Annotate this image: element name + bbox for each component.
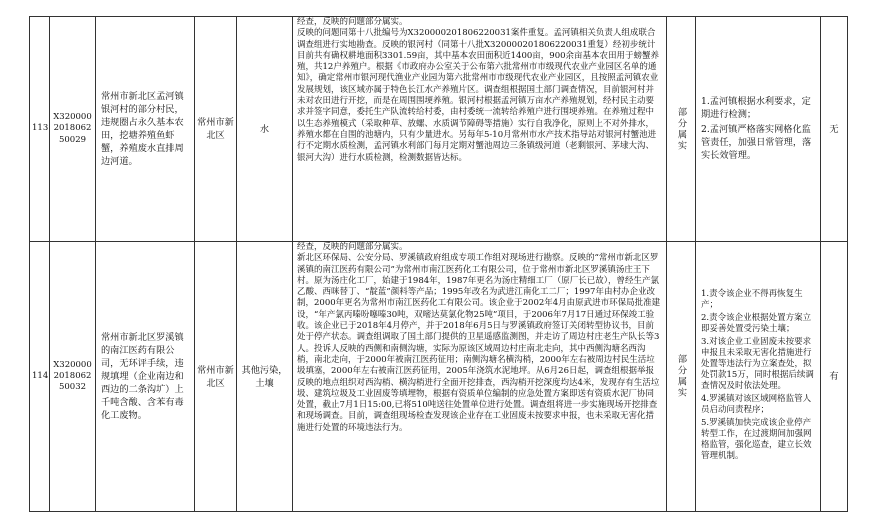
- findings-summary: 经查，反映的问题部分属实。: [297, 17, 408, 27]
- case-number: X320000 2018062 50029: [50, 17, 96, 242]
- measure-item: 5.罗溪镇加快完成该企业停产转型工作，在过渡期间加强网格监管，强化巡查，建立长效管理机制。: [701, 418, 812, 461]
- verdict: 部分属实: [667, 242, 696, 512]
- rectification-measures: [696, 17, 821, 242]
- findings-detail: 反映的问题同第十八批编号为X320000201806220031案件重复。孟河镇相关负责人组成联合调查组进行实地勘查。反映的银河村（同第十八批X320000201806220031重复）经初步统计目前共有确权耕地面积3301.59亩，其中基本农田面积近1400亩，900余亩基本农田用于螃蟹养殖，共12户养殖户。根据《市政府办公室关于公布第六批常州市市级现代农业产业园区名单的通知》，确定常州市银河现代渔业产业园为第六批常州市市级现代农业产业园区，且按照孟河镇农业发展规划，该区域亦属于特色长江水产养殖片区。调查组根据国土部门调查情况，目前银河村并未对农田进行开挖，而是在周围围埂养殖。银河村根据孟河镇万亩水产养殖规划，经村民主动要求并签字同意，委托生产队流转给村委，由村委统一流转给养殖户进行围埂养殖。在养殖过程中以生态养殖模式（采取种草、放螺、水质调节障碍等措施）实行自我净化，原则上不对外排水，养殖水都在自围的池塘内，只有少量进水。另每年5-10月常州市水产技术指导站对银河村蟹池进行不定期水质检测，孟河镇水利部门每月定期对蟹池周边三条镇级河道（老剩银河、茅埭大沟、银河大沟）进行水质检测，检测数据皆达标。: [297, 28, 660, 163]
- row-index: 113: [30, 17, 50, 242]
- findings-summary: 经查，反映的问题部分属实。: [297, 242, 408, 252]
- measure-item: 2.孟河镇严格落实网格化监管责任，加强日常管理，落实长效管理。: [701, 123, 812, 161]
- findings: [293, 242, 667, 512]
- findings: [293, 17, 667, 242]
- rectification-measures: [696, 242, 821, 512]
- district: 常州市新北区: [195, 242, 237, 512]
- measure-item: 4.罗溪镇对该区域网格监管人员启动问责程序；: [701, 394, 812, 415]
- complaint-table: [29, 16, 848, 512]
- pollution-type: 其他污染，土壤: [237, 242, 293, 512]
- accountability: 有: [821, 242, 848, 512]
- district: 常州市新北区: [195, 17, 237, 242]
- pollution-type: 水: [237, 17, 293, 242]
- issue-description: 常州市新北区孟河镇银河村的部分村民，违规圈占永久基本农田，挖塘养殖鱼虾蟹，养殖废水直排周边河道。: [96, 17, 195, 242]
- table-row: [30, 17, 848, 242]
- verdict: 部分属实: [667, 17, 696, 242]
- measure-item: 3.对该企业工业固废未按要求申报且未采取无害化措施进行处置等违法行为立案查处，拟处罚款15万，同时根据后续调查情况及时依法处理。: [701, 337, 814, 391]
- table-row: [30, 242, 848, 512]
- measure-item: 1.孟河镇根据水利要求，定期进行检测；: [701, 95, 811, 120]
- measure-item: 2.责令该企业根据处置方案立即妥善处置受污染土壤；: [701, 313, 812, 334]
- issue-description: 常州市新北区罗溪镇的南江医药有限公司，无环评手续，违规填埋（企业南边和西边的二条沟圹）上千吨含酸、含苯有毒化工废物。: [96, 242, 195, 512]
- findings-detail: 新北区环保局、公安分局、罗溪镇政府组成专项工作组对现场进行勘察。反映的“常州市新北区罗溪镇的南江医药有限公司”为常州市南江医药化工有限公司，位于常州市新北区罗溪镇汤庄王下村。原为汤庄化工厂，始建于1984年，1987年更名为汤庄精细工厂（原厂长已故），曾经生产氯乙酸、西咪替丁、“靛蓝”颜料等产品；1995年改名为武进江南化工二厂；1997年由村办企业改制，2000年更名为常州市南江医药化工有限公司。该企业于2002年4月由原武进市环保局批准建设，“年产氯丙嗪吩噻嗪30吨，双嘧达莫氯化物25吨”项目，于2006年7月17日通过环保竣工验收。该企业已于2018年4月停产，并于2018年6月5日与罗溪镇政府签订关闭转型协议书，目前处于停产状态。调查组调取了国土部门提供的卫星遥感监测图，并走访了周边村庄老生产队长等3人。投诉人反映的西侧和南侧沟塘，实际为原该区域周边村庄南北走向，其中西侧沟塘名西沟梢，南北走向，于2000年被南江医药征用；南侧沟塘名横沟梢，2000年左右被周边村民生活垃圾填塞，2000年左右被南江医药征用，2005年浇筑水泥地坪。从6月26日起，调查组根据举报反映的地点组织对西沟梢、横沟梢进行全面开挖排查，西沟梢开挖深度均达4米，发现存有生活垃圾、建筑垃圾及工业固废等填埋物，根据有资质单位编制的应急处置方案即送有资质水泥厂协同处置，截止7月1日15:00,已将510吨送往处置单位进行处置。调查组将进一步实施现场开挖排查和现场调查。目前，调查组现场检查发现该企业存在工业固废未按要求申报，也未采取无害化措施进行处置的环境违法行为。: [297, 253, 661, 433]
- accountability: 无: [821, 17, 848, 242]
- case-number: X320000 2018062 50032: [50, 242, 96, 512]
- row-index: 114: [30, 242, 50, 512]
- measure-item: 1.责令该企业不得再恢复生产；: [701, 289, 803, 310]
